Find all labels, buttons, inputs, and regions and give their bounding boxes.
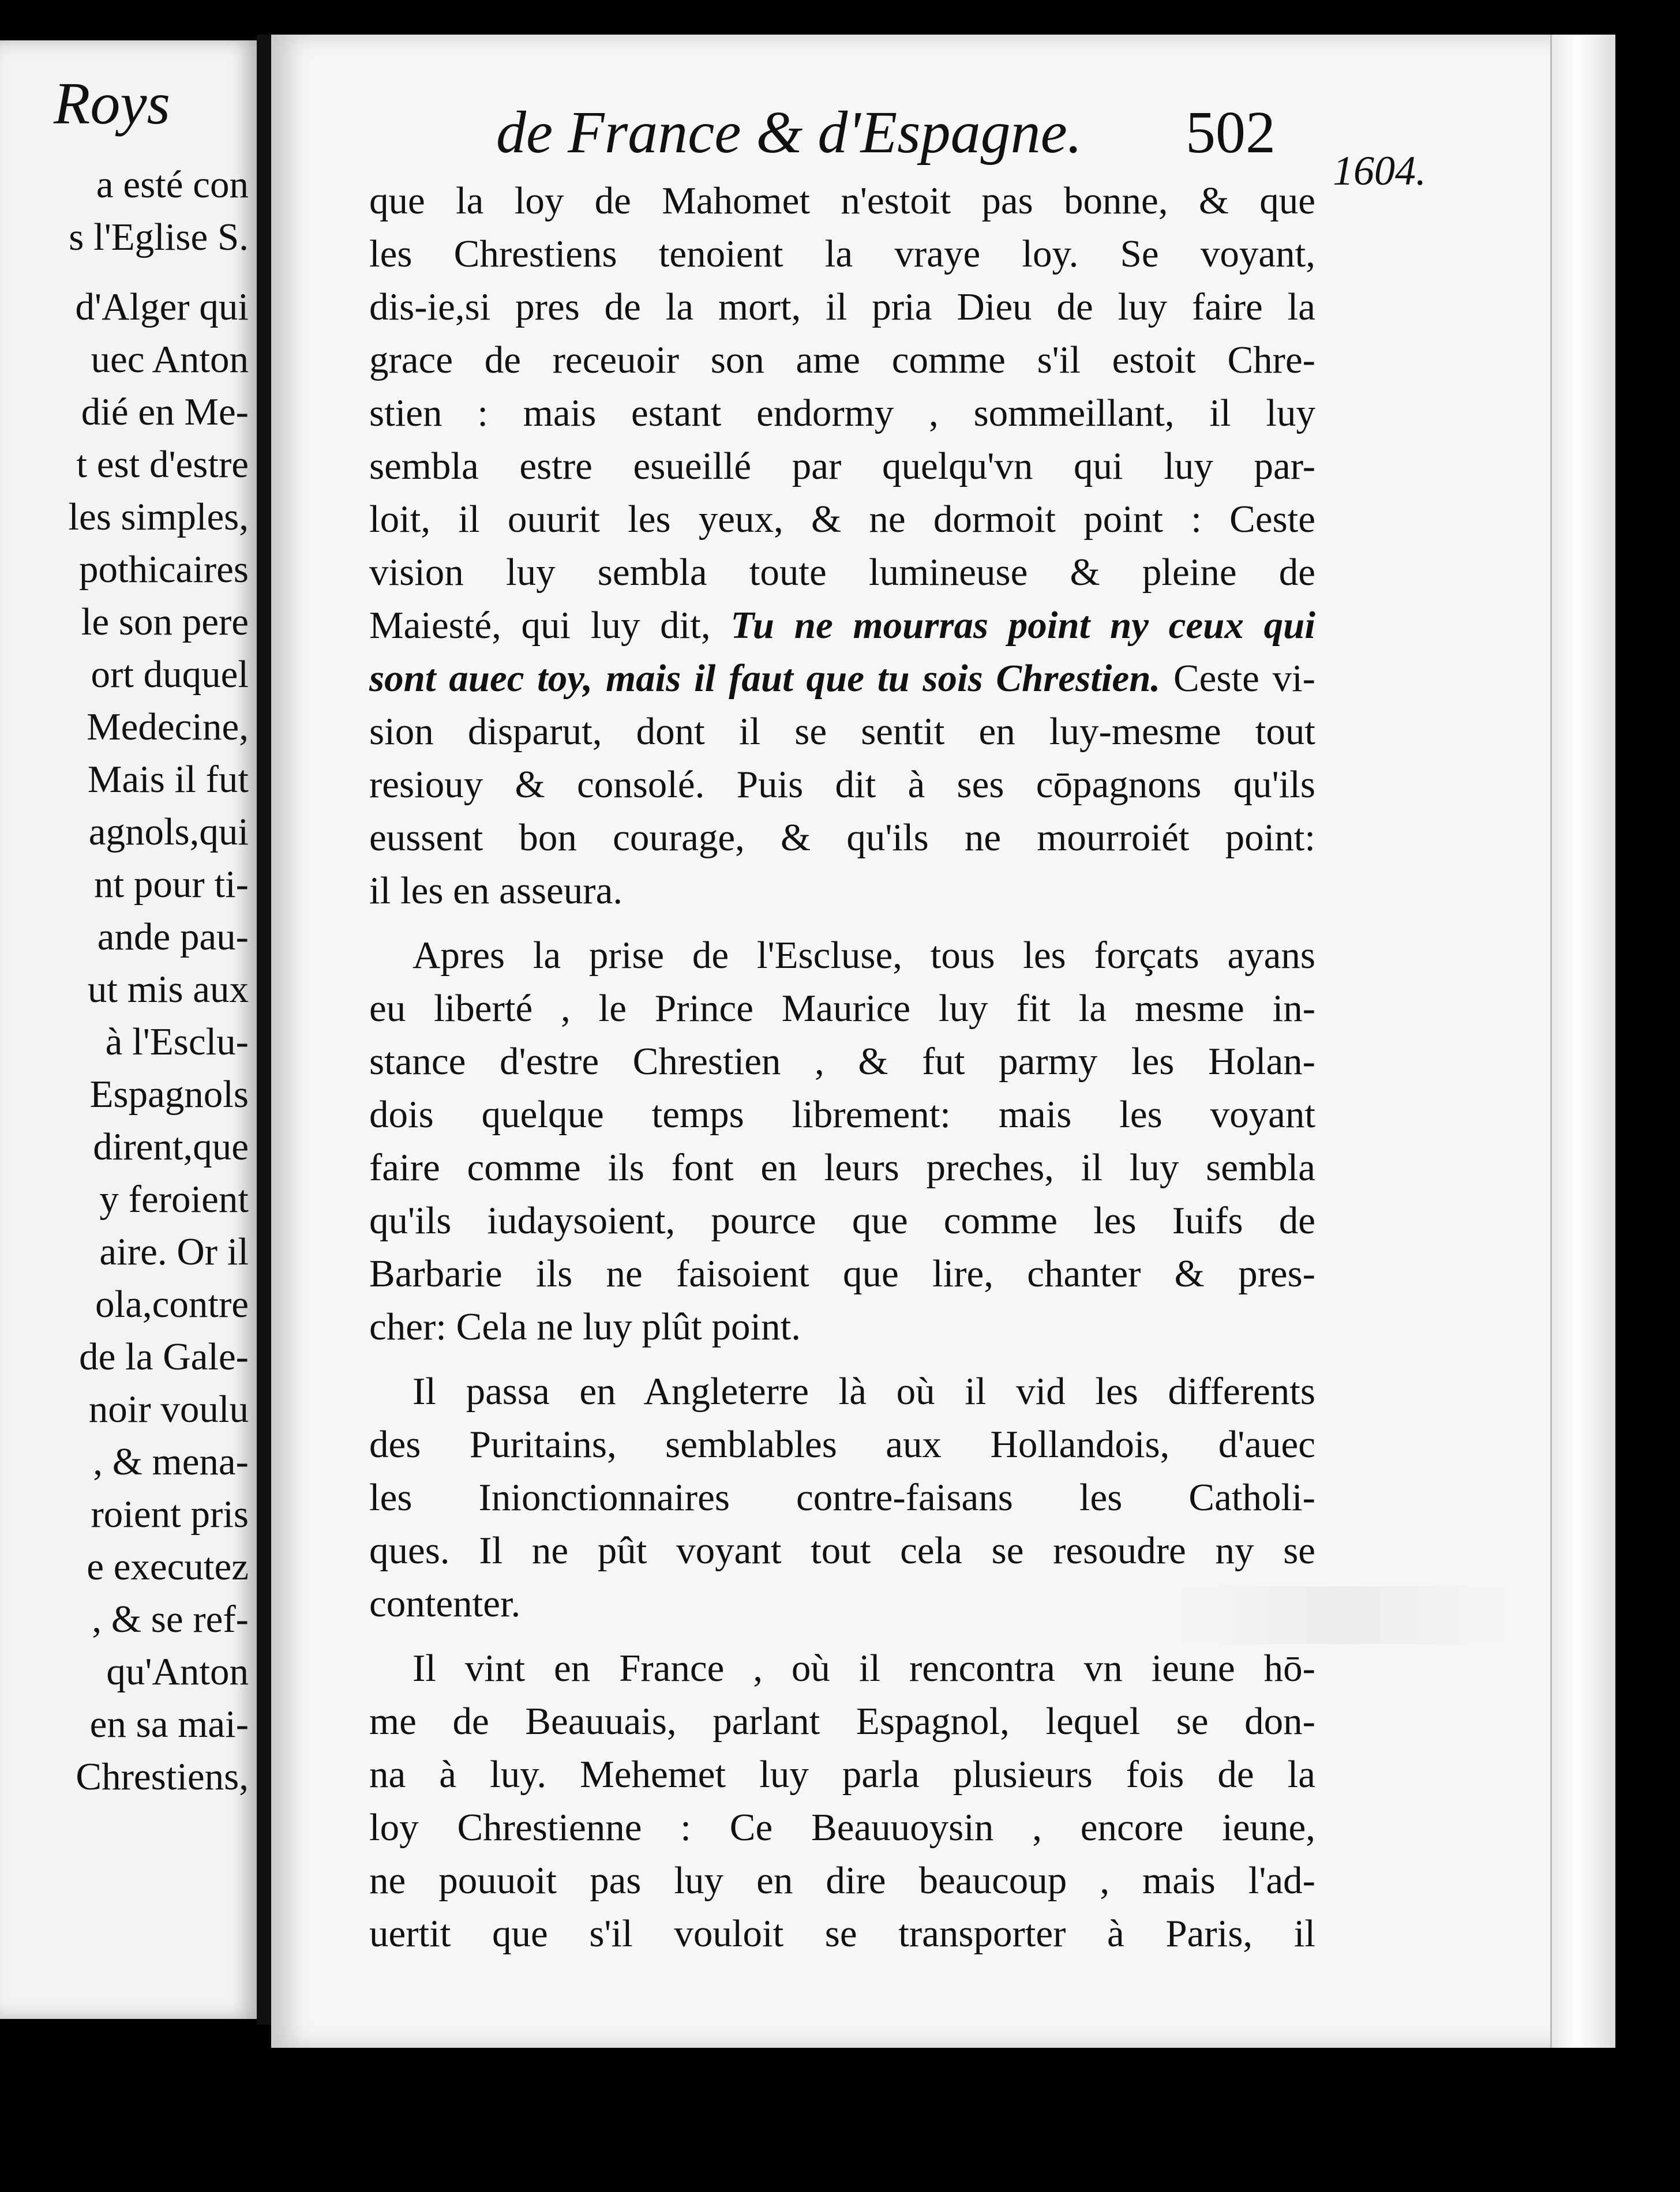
text-line: loit, il ouurit les yeux, & ne dormoit point : Ceste <box>369 498 1315 541</box>
text-line: na à luy. Mehemet luy parla plusieurs fois de la <box>369 1753 1315 1796</box>
left-text-line: dié en Me- <box>81 391 249 433</box>
text-line: faire comme ils font en leurs preches, il luy sembla <box>369 1146 1315 1189</box>
body-text <box>369 174 1315 1960</box>
left-text-line: qu'Anton <box>106 1650 249 1693</box>
text-line: me de Beauuais, parlant Espagnol, lequel se don- <box>369 1700 1315 1743</box>
quoted-speech: sont auec toy, mais il faut que tu sois Chrestien. <box>369 657 1161 700</box>
left-text-line: Espagnols <box>89 1073 249 1116</box>
left-text-line: , & se ref- <box>92 1598 249 1641</box>
text-line: qu'ils iudaysoient, pource que comme les Iuifs de <box>369 1199 1315 1242</box>
text-run: Maiesté, qui luy dit, <box>369 604 731 647</box>
left-text-line: d'Alger qui <box>75 286 249 328</box>
left-text-line: ut mis aux <box>87 968 249 1011</box>
left-text-line: s l'Eglise S. <box>69 216 249 258</box>
left-text-line: a esté con <box>96 163 249 206</box>
left-text-line: Mais il fut <box>87 758 249 801</box>
left-text-line: agnols,qui <box>88 810 249 853</box>
left-page-text <box>68 159 249 1803</box>
text-line: Apres la prise de l'Escluse, tous les forçats ayans <box>412 934 1315 977</box>
quoted-speech: Tu ne mourras point ny ceux qui <box>730 604 1315 647</box>
left-text-line: noir voulu <box>88 1388 249 1431</box>
text-line: cher: Cela ne luy plût point. <box>369 1305 801 1348</box>
text-line: les Inionctionnaires contre-faisans les Catholi- <box>369 1476 1315 1519</box>
text-line: contenter. <box>369 1582 521 1625</box>
text-line: il les en asseura. <box>369 869 623 912</box>
left-text-line: roient pris <box>91 1493 249 1536</box>
left-text-line: ola,contre <box>95 1283 249 1326</box>
text-line: ne pouuoit pas luy en dire beaucoup , mais l'ad- <box>369 1859 1315 1902</box>
text-line: dis-ie,si pres de la mort, il pria Dieu de luy faire la <box>369 286 1315 328</box>
page-edge <box>1550 35 1615 2048</box>
text-line: sion disparut, dont il se sentit en luy-mesme tout <box>369 710 1315 753</box>
text-line: eu liberté , le Prince Maurice luy fit la mesme in- <box>369 987 1315 1030</box>
left-text-line: dirent,que <box>93 1125 249 1168</box>
text-line: uertit que s'il vouloit se transporter à Paris, il <box>369 1912 1315 1955</box>
page-number: 502 <box>1186 99 1276 166</box>
text-line: eussent bon courage, & qu'ils ne mourroiét point: <box>369 816 1315 859</box>
left-text-line: les simples, <box>68 496 249 538</box>
text-line <box>369 652 1315 705</box>
left-text-line: en sa mai- <box>89 1703 249 1746</box>
left-text-line: le son pere <box>81 600 249 643</box>
text-line: vision luy sembla toute lumineuse & pleine de <box>369 551 1315 594</box>
text-line: resiouy & consolé. Puis dit à ses cōpagnons qu'ils <box>369 763 1315 806</box>
left-text-line: nt pour ti- <box>94 863 249 906</box>
text-line: que la loy de Mahomet n'estoit pas bonne, & que <box>369 179 1315 222</box>
left-text-line: , & mena- <box>93 1440 249 1483</box>
text-line: grace de receuoir son ame comme s'il estoit Chre- <box>369 339 1315 381</box>
left-text-line: uec Anton <box>91 338 249 381</box>
text-line: des Puritains, semblables aux Hollandois, d'auec <box>369 1423 1315 1466</box>
text-line <box>369 599 1315 652</box>
text-line: sembla estre esueillé par quelqu'vn qui luy par- <box>369 445 1315 487</box>
left-text-line: à l'Esclu- <box>105 1020 249 1063</box>
text-line: ques. Il ne pût voyant tout cela se resoudre ny se <box>369 1529 1315 1572</box>
left-text-line: ort duquel <box>91 653 249 696</box>
book-gutter <box>257 35 271 2025</box>
main-page <box>271 35 1615 2048</box>
text-line: les Chrestiens tenoient la vraye loy. Se voyant, <box>369 232 1315 275</box>
running-head: de France & d'Espagne. <box>496 99 1082 166</box>
text-line: loy Chrestienne : Ce Beauuoysin , encore ieune, <box>369 1806 1315 1849</box>
left-text-line: aire. Or il <box>99 1230 249 1273</box>
text-line: Il vint en France , où il rencontra vn ieune hō- <box>412 1647 1315 1690</box>
text-line: stance d'estre Chrestien , & fut parmy les Holan- <box>369 1040 1315 1083</box>
left-text-line: Chrestiens, <box>76 1755 249 1798</box>
year-marker: 1604. <box>1333 148 1426 194</box>
left-running-head: Roys <box>53 70 170 137</box>
left-text-line: de la Gale- <box>79 1335 249 1378</box>
text-line: stien : mais estant endormy , sommeillant, il luy <box>369 392 1315 434</box>
text-run: Ceste vi- <box>1160 657 1315 700</box>
text-line: Il passa en Angleterre là où il vid les differents <box>412 1370 1315 1413</box>
left-text-line: y feroient <box>99 1178 249 1221</box>
left-text-line: Medecine, <box>87 705 249 748</box>
text-line: dois quelque temps librement: mais les voyant <box>369 1093 1315 1136</box>
left-text-line: ande pau- <box>97 915 249 958</box>
left-text-line: e executez <box>87 1545 249 1588</box>
left-text-line: t est d'estre <box>76 443 249 486</box>
left-text-line: pothicaires <box>79 548 249 591</box>
text-line: Barbarie ils ne faisoient que lire, chanter & pres- <box>369 1252 1315 1295</box>
left-page <box>0 40 257 2019</box>
